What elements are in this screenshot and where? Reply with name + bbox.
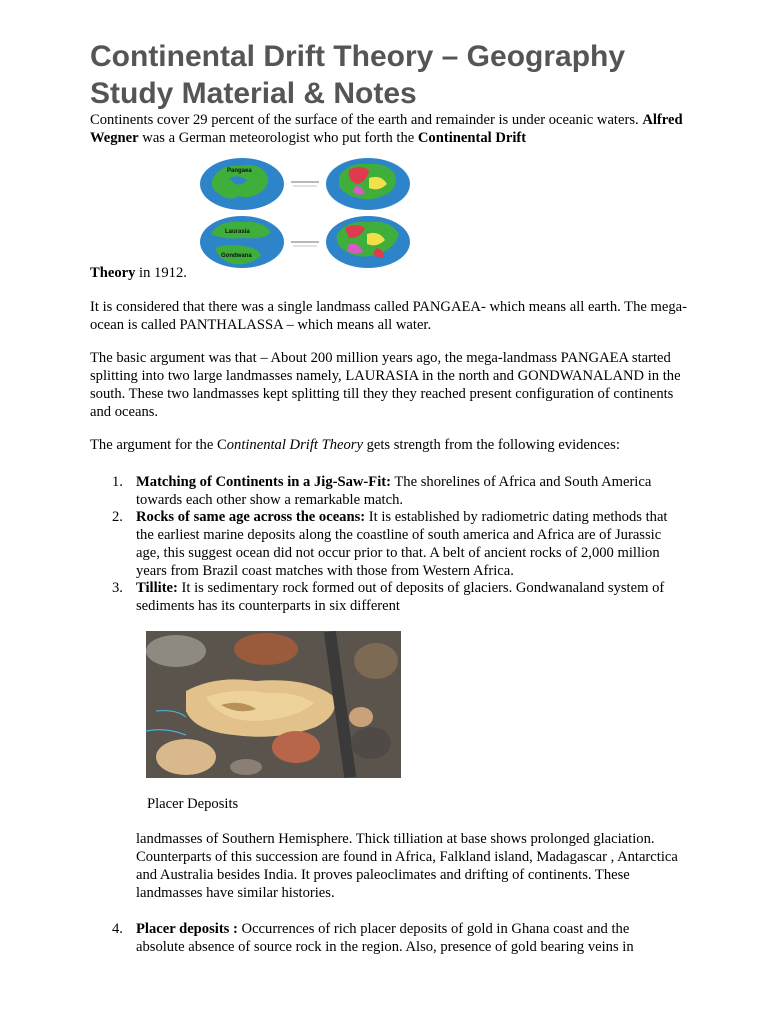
map-label-laurasia: Laurasia: [225, 229, 250, 235]
list-item-text: Occurrences of rich placer deposits of gold in Ghana coast and the absolute absence of source rock in the region. Also, presence of gold bearing veins in: [136, 921, 634, 955]
list-item-number: 1.: [112, 474, 123, 490]
list-item: [136, 920, 681, 956]
list-item-number: 3.: [112, 580, 123, 596]
list-item: [136, 579, 681, 615]
globe-pangaea: [200, 158, 284, 210]
argument-pre: The argument for the C: [90, 437, 227, 453]
intro-text-2: was a German meteorologist who put forth the: [138, 130, 418, 146]
list-item-bold: Tillite:: [136, 580, 178, 596]
pangaea-paragraph: It is considered that there was a single landmass called PANGAEA- which means all earth. The mega-ocean is called PANTHALASSA – which means all water.: [90, 299, 687, 333]
globe-laurasia-gondwana: [200, 216, 284, 268]
argument-italic: ontinental Drift Theory: [226, 437, 363, 453]
list-item: [136, 473, 681, 509]
list-item-text: The shorelines of Africa and South America towards each other show a remarkable match.: [136, 474, 652, 508]
intro-cdt: Continental Drift: [417, 130, 527, 146]
argument-post: gets strength from the following evidences:: [362, 437, 620, 453]
intro-paragraph: [90, 111, 690, 147]
map-label-pangaea: Pangaea: [227, 168, 252, 174]
theory-line: [90, 264, 690, 282]
theory-rest: in 1912.: [135, 265, 187, 281]
placer-deposits-photo: [146, 631, 401, 778]
theory-bold: Theory: [90, 265, 136, 281]
map-label-gondwana: Gondwana: [221, 253, 252, 259]
page-title: Continental Drift Theory – Geography Study Material & Notes: [90, 40, 626, 110]
list-item-number: 4.: [112, 921, 123, 937]
map-connector-bottom: [291, 242, 319, 246]
tillite-continued: landmasses of Southern Hemisphere. Thick tilliation at base shows prolonged glaciation. Counterparts of this succession are found in Africa, Falkland island, Madagascar , Antarctica and Australia besides India. It proves paleoclimates and drifting of continents. These landmasses have similar histories.: [136, 831, 678, 901]
globe-top-right: [326, 158, 410, 210]
list-item-number: 2.: [112, 509, 123, 525]
intro-wegner: Alfred Wegner: [90, 112, 683, 146]
globe-bottom-right: [326, 216, 410, 268]
continental-maps-figure: [199, 156, 411, 270]
photo-caption: Placer Deposits: [147, 796, 239, 812]
list-item-text: It is established by radiometric dating methods that the earliest marine deposits along the coastline of south america and Africa are of Jurassic age, this suggest ocean did not occur prior to that. A belt of ancient rocks of 2,000 million years from Brazil coast matches with those from Western Africa.: [136, 509, 668, 579]
argument-paragraph: [90, 436, 690, 454]
list-item-bold: Rocks of same age across the oceans:: [136, 509, 366, 525]
intro-text-1: Continents cover 29 percent of the surface of the earth and remainder is under oceanic waters.: [90, 112, 643, 128]
list-item: [136, 508, 681, 580]
map-connector-top: [291, 182, 319, 186]
list-item-text: It is sedimentary rock formed out of deposits of glaciers. Gondwanaland system of sediments has its counterparts in six different: [136, 580, 665, 614]
list-item-bold: Placer deposits :: [136, 921, 238, 937]
basic-argument-paragraph: The basic argument was that – About 200 million years ago, the mega-landmass PANGAEA started splitting into two large landmasses namely, LAURASIA in the north and GONDWANALAND in the south. These two landmasses kept splitting till they they reached present configuration of continents and oceans.: [90, 350, 681, 420]
list-item-bold: Matching of Continents in a Jig-Saw-Fit:: [136, 474, 391, 490]
